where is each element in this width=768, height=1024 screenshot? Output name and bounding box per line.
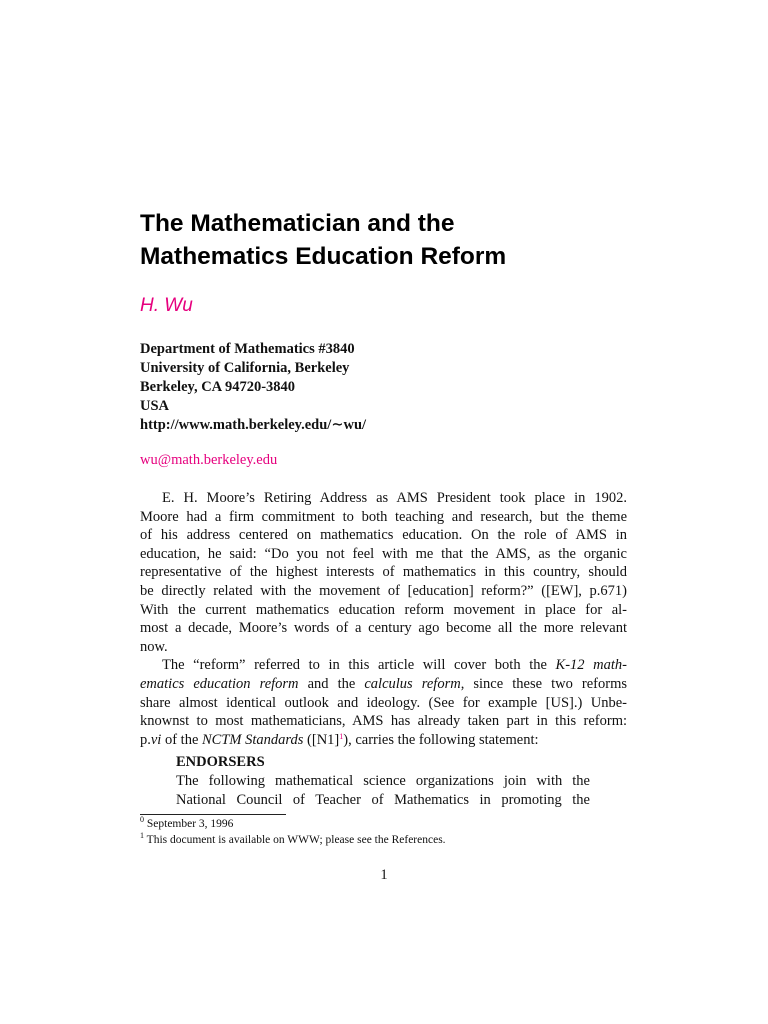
- text-line: most a decade, Moore’s words of a century ago become all the more relevant: [140, 620, 627, 637]
- text-run: of the: [161, 731, 203, 748]
- address-line: Berkeley, CA 94720-3840: [140, 379, 296, 395]
- footnote-text: This document is available on WWW; please see the References.: [146, 834, 446, 846]
- text-emphasis: calculus reform: [364, 675, 461, 692]
- text-line: [140, 675, 627, 694]
- footnote-rule: [140, 814, 286, 815]
- address-line: University of California, Berkeley: [140, 360, 350, 376]
- footnote-ref[interactable]: 1: [339, 731, 344, 741]
- text-line: education, he said: “Do you not feel with me that the AMS, as the organic: [140, 545, 627, 562]
- paper-title: [140, 207, 660, 273]
- text-line: knownst to most mathematicians, AMS has already taken part in this reform:: [140, 713, 627, 730]
- footnote: [140, 832, 446, 848]
- page-number: 1: [380, 867, 388, 883]
- footnote-mark: 0: [140, 815, 144, 824]
- endorsers-heading: ENDORSERS: [176, 754, 265, 770]
- endorsers-block: [176, 753, 590, 810]
- text-line: Moore had a firm commitment to both teaching and research, but the theme: [140, 508, 627, 525]
- address-line: Department of Mathematics #3840: [140, 341, 355, 357]
- text-line: representative of the highest interests of mathematics in this country, should: [140, 564, 627, 581]
- title-line: The Mathematician and the: [140, 210, 455, 237]
- text-line: The following mathematical science organizations join with the: [176, 773, 590, 789]
- homepage-url[interactable]: http://www.math.berkeley.edu/∼wu/: [140, 417, 367, 433]
- text-run: and the: [298, 675, 365, 692]
- footnote-mark: 1: [140, 831, 144, 840]
- text-line: National Council of Teacher of Mathematics in promoting the: [176, 792, 590, 808]
- footnotes: [140, 816, 446, 848]
- text-line: now.: [140, 638, 168, 655]
- text-emphasis: ematics education reform: [140, 675, 299, 692]
- text-line: [140, 656, 627, 675]
- text-run: ), carries the following statement:: [343, 731, 539, 748]
- text-emphasis: NCTM Standards: [202, 731, 304, 748]
- footnote-text: September 3, 1996: [146, 818, 234, 830]
- email-link[interactable]: wu@math.berkeley.edu: [140, 452, 278, 468]
- body-text: [140, 489, 627, 749]
- address-line: USA: [140, 398, 170, 414]
- text-line: of his address centered on mathematics education. On the role of AMS in: [140, 527, 627, 544]
- text-run: ([N1]: [303, 731, 340, 748]
- text-line: share almost identical outlook and ideology. (See for example [US].) Unbe-: [140, 694, 627, 711]
- text-emphasis: K-12 math-: [555, 657, 627, 674]
- text-run: p.: [140, 731, 151, 748]
- text-emphasis: vi: [150, 731, 162, 748]
- text-run: , since these two reforms: [460, 675, 628, 692]
- author-name: H. Wu: [140, 295, 193, 316]
- text-line: be directly related with the movement of [education] reform?” ([EW], p.671): [140, 582, 627, 599]
- text-line: E. H. Moore’s Retiring Address as AMS President took place in 1902.: [162, 490, 627, 506]
- author-address: [140, 340, 366, 435]
- text-line: [140, 731, 627, 750]
- footnote: [140, 816, 446, 832]
- title-line: Mathematics Education Reform: [140, 243, 507, 270]
- text-line: With the current mathematics education reform movement in place for al-: [140, 601, 627, 618]
- text-run: The “reform” referred to in this article will cover both the: [162, 657, 556, 674]
